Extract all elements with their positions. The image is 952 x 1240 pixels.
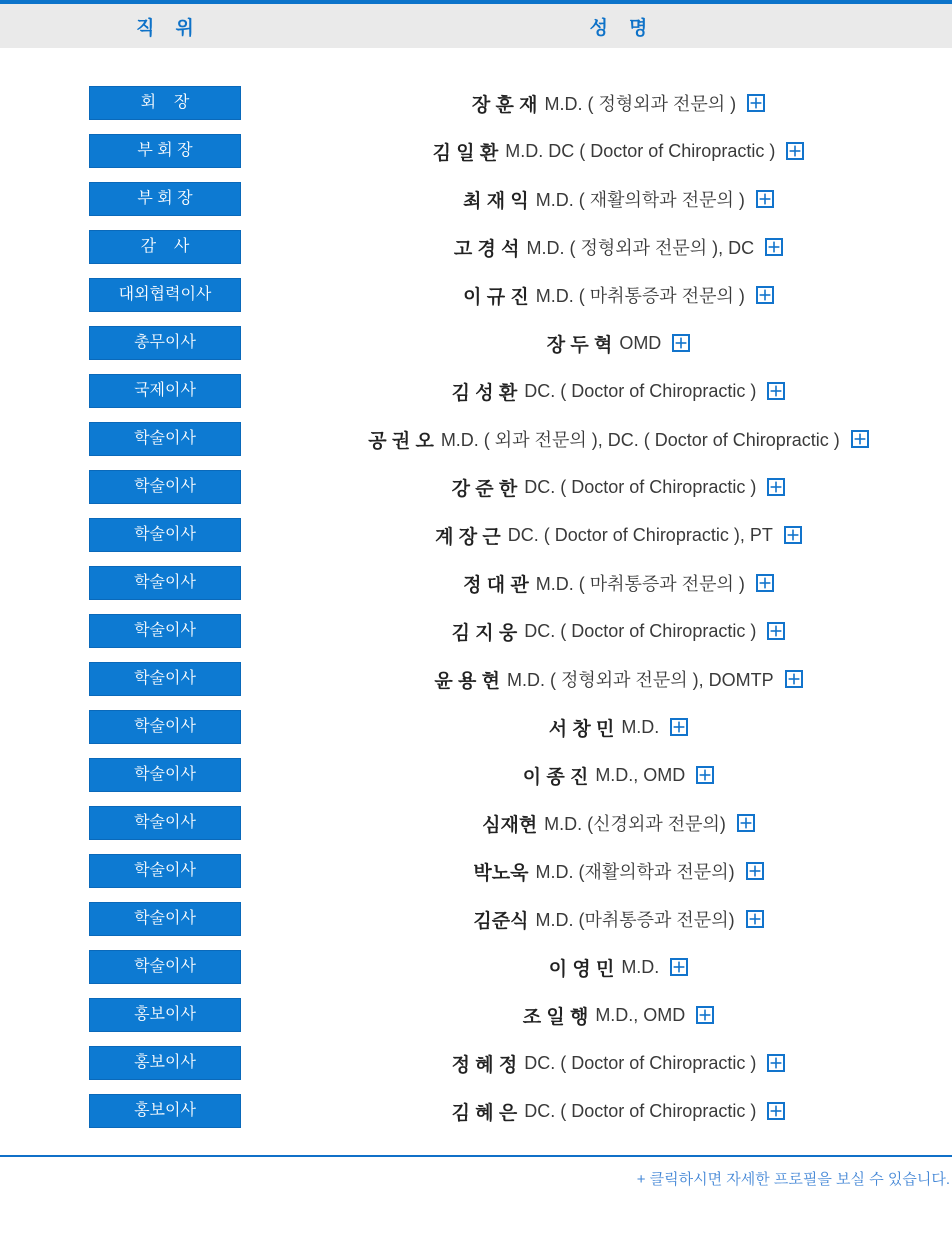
name-cell [330,570,952,597]
position-badge [89,86,241,120]
member-row [0,943,952,991]
member-row [0,991,952,1039]
member-name: 장 두 혁 [546,334,613,356]
position-badge [89,1046,241,1080]
member-name: 계 장 근 [435,526,501,548]
position-badge [89,950,241,984]
expand-profile-button[interactable] [767,478,785,496]
position-cell [0,182,330,216]
name-cell [330,906,952,933]
expand-profile-button[interactable] [767,382,785,400]
member-row [0,703,952,751]
expand-profile-button[interactable] [767,1102,785,1120]
expand-profile-button[interactable] [747,94,765,112]
expand-profile-button[interactable] [756,574,774,592]
position-badge-label: 학술이사 [134,814,196,831]
position-badge-label: 홍보이사 [134,1054,196,1071]
member-name: 윤 용 현 [434,670,500,692]
position-cell [0,902,330,936]
position-badge-label: 학술이사 [134,430,196,447]
name-cell [330,762,952,789]
expand-profile-button[interactable] [670,718,688,736]
position-badge [89,662,241,696]
table-header [0,0,952,48]
member-row [0,271,952,319]
member-row [0,751,952,799]
member-row [0,559,952,607]
plus-icon [767,622,785,640]
name-header-label: 성 명 [589,17,648,39]
member-credentials: M.D. ( 마취통증과 전문의 ) [535,286,745,306]
position-badge [89,614,241,648]
position-badge [89,470,241,504]
plus-icon [767,478,785,496]
plus-icon [696,1006,714,1024]
member-credentials: M.D., OMD [595,1004,686,1025]
expand-profile-button[interactable] [737,814,755,832]
position-badge-label: 총무이사 [134,334,196,351]
name-cell [330,90,952,117]
plus-icon [670,718,688,736]
member-credentials: DC. ( Doctor of Chiropractic ) [524,476,757,497]
position-cell [0,710,330,744]
plus-icon [670,958,688,976]
member-name: 김 성 환 [451,382,518,404]
position-badge [89,1094,241,1128]
member-credentials: M.D. ( 정형외과 전문의 ) [544,94,737,114]
position-cell [0,134,330,168]
member-name: 김 일 환 [432,142,499,164]
name-cell [330,186,952,213]
member-name: 이 영 민 [548,958,615,980]
member-name: 심재현 [482,814,538,836]
member-row [0,1087,952,1135]
member-credentials: DC. ( Doctor of Chiropractic ) [524,380,757,401]
member-name: 이 종 진 [522,766,589,788]
member-row [0,367,952,415]
expand-profile-button[interactable] [756,286,774,304]
position-cell [0,470,330,504]
position-cell [0,566,330,600]
member-name: 고 경 석 [453,238,520,260]
member-name: 정 대 관 [463,574,529,596]
name-cell [330,330,952,357]
member-credentials: M.D. ( 외과 전문의 ), DC. ( Doctor of Chiropractic ) [440,430,840,450]
expand-profile-button[interactable] [765,238,783,256]
expand-profile-button[interactable] [696,1006,714,1024]
position-cell [0,230,330,264]
position-cell [0,86,330,120]
member-row [0,655,952,703]
name-cell [330,282,952,309]
position-cell [0,950,330,984]
member-credentials: M.D. ( 정형외과 전문의 ), DOMTP [506,670,774,690]
plus-icon [767,382,785,400]
name-cell [330,714,952,741]
position-badge-label: 학술이사 [134,574,196,591]
position-badge [89,854,241,888]
member-credentials: OMD [619,332,662,353]
position-badge [89,710,241,744]
member-name: 김준식 [473,910,529,932]
expand-profile-button[interactable] [756,190,774,208]
position-badge [89,902,241,936]
member-credentials: M.D. DC ( Doctor of Chiropractic ) [505,140,776,161]
member-name: 박노욱 [473,862,529,884]
expand-profile-button[interactable] [784,526,802,544]
position-cell [0,1094,330,1128]
position-cell [0,374,330,408]
position-cell [0,422,330,456]
position-badge-label: 부 회 장 [137,142,193,159]
name-cell [330,1050,952,1077]
position-cell [0,806,330,840]
position-badge [89,422,241,456]
member-row [0,223,952,271]
member-name: 공 권 오 [368,430,434,452]
position-cell [0,854,330,888]
plus-icon [746,910,764,928]
member-row [0,895,952,943]
plus-icon [786,142,804,160]
member-name: 장 훈 재 [471,94,538,116]
name-cell [330,522,952,549]
plus-icon [747,94,765,112]
plus-icon [756,190,774,208]
expand-profile-button[interactable] [672,334,690,352]
member-credentials: DC. ( Doctor of Chiropractic ), PT [507,524,773,545]
position-badge [89,566,241,600]
position-cell [0,278,330,312]
position-badge-label: 학술이사 [134,718,196,735]
name-cell [330,138,952,165]
member-name: 서 창 민 [548,718,615,740]
expand-profile-button[interactable] [696,766,714,784]
position-cell [0,326,330,360]
plus-icon [746,862,764,880]
position-badge [89,230,241,264]
position-badge [89,134,241,168]
member-name: 정 혜 정 [451,1054,518,1076]
position-badge-label: 대외협력이사 [118,286,212,303]
position-cell [0,614,330,648]
position-badge-label: 학술이사 [134,958,196,975]
member-name: 김 혜 은 [451,1102,518,1124]
name-cell [330,378,952,405]
position-header-label: 직 위 [136,17,194,39]
footer-divider [0,1155,952,1157]
member-row [0,127,952,175]
member-row [0,175,952,223]
member-credentials: M.D. ( 마취통증과 전문의 ) [535,574,745,594]
member-credentials: DC. ( Doctor of Chiropractic ) [524,1100,757,1121]
position-badge-label: 홍보이사 [134,1102,196,1119]
position-badge-label: 학술이사 [134,862,196,879]
plus-icon [785,670,803,688]
member-name: 김 지 웅 [451,622,518,644]
plus-icon [767,1102,785,1120]
footer-note: + 클릭하시면 자세한 프로필을 보실 수 있습니다. [636,1171,950,1188]
name-cell [330,426,952,453]
member-credentials: M.D. [621,716,660,737]
member-name: 강 준 한 [451,478,518,500]
position-badge [89,278,241,312]
position-cell [0,758,330,792]
position-badge-label: 감 사 [140,238,190,255]
member-list [0,48,952,1135]
member-row [0,463,952,511]
name-cell [330,954,952,981]
member-credentials: M.D. ( 정형외과 전문의 ), DC [526,238,755,258]
expand-profile-button[interactable] [851,430,869,448]
plus-icon [765,238,783,256]
position-badge [89,758,241,792]
member-row [0,319,952,367]
expand-profile-button[interactable] [670,958,688,976]
expand-profile-button[interactable] [767,622,785,640]
position-badge-label: 회 장 [140,94,190,111]
name-cell [330,810,952,837]
member-row [0,1039,952,1087]
position-badge [89,806,241,840]
expand-profile-button[interactable] [746,862,764,880]
member-credentials: M.D., OMD [595,764,686,785]
position-badge-label: 학술이사 [134,910,196,927]
position-badge-label: 홍보이사 [134,1006,196,1023]
expand-profile-button[interactable] [746,910,764,928]
plus-icon [737,814,755,832]
name-cell [330,474,952,501]
member-credentials: M.D. [621,956,660,977]
position-badge-label: 학술이사 [134,766,196,783]
member-credentials: M.D. (재활의학과 전문의) [535,862,735,882]
position-badge-label: 학술이사 [134,670,196,687]
position-cell [0,662,330,696]
position-badge [89,518,241,552]
expand-profile-button[interactable] [767,1054,785,1072]
position-cell [0,1046,330,1080]
position-badge-label: 학술이사 [134,526,196,543]
plus-icon [756,574,774,592]
position-cell [0,998,330,1032]
name-cell [330,858,952,885]
position-badge-label: 학술이사 [134,622,196,639]
plus-icon [756,286,774,304]
position-badge-label: 학술이사 [134,478,196,495]
member-credentials: DC. ( Doctor of Chiropractic ) [524,1052,757,1073]
position-badge-label: 국제이사 [134,382,196,399]
position-badge-label: 부 회 장 [137,190,193,207]
position-badge [89,374,241,408]
member-row [0,799,952,847]
expand-profile-button[interactable] [786,142,804,160]
name-cell [330,234,952,261]
plus-icon [851,430,869,448]
position-cell [0,518,330,552]
member-row [0,79,952,127]
plus-icon [696,766,714,784]
member-name: 최 재 익 [463,190,529,212]
plus-icon [784,526,802,544]
member-credentials: M.D. ( 재활의학과 전문의 ) [535,190,745,210]
position-column-header [0,13,330,40]
name-column-header [330,13,952,40]
position-badge [89,182,241,216]
member-credentials: M.D. (마취통증과 전문의) [535,910,735,930]
member-credentials: DC. ( Doctor of Chiropractic ) [524,620,757,641]
plus-icon [767,1054,785,1072]
member-row [0,607,952,655]
member-row [0,415,952,463]
name-cell [330,1002,952,1029]
name-cell [330,1098,952,1125]
member-row [0,511,952,559]
expand-profile-button[interactable] [785,670,803,688]
member-row [0,847,952,895]
member-credentials: M.D. (신경외과 전문의) [544,814,726,834]
name-cell [330,618,952,645]
member-name: 이 규 진 [463,286,529,308]
position-badge [89,998,241,1032]
name-cell [330,666,952,693]
position-badge [89,326,241,360]
plus-icon [672,334,690,352]
member-name: 조 일 행 [522,1006,589,1028]
